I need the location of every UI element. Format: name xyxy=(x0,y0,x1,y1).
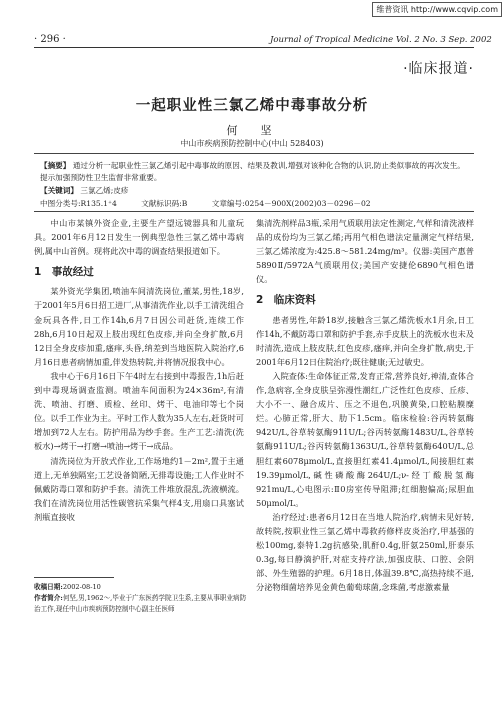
footnote xyxy=(34,582,249,615)
watermark: 维普资讯 http://www.cqvip.com xyxy=(372,2,502,17)
body-paragraph: 清洗岗位为开放式作业,工作场地约1－2m²,置于主通道上,无单独隔室;工艺设备简陋,无排毒设施;工人作业时不佩戴防毒口罩和防护手套。清洗工件堆放混乱,洗液横流。我们在清洗岗位用活性碳管抗采集气样4支,用扇口具塞试剂瓶直接收 xyxy=(34,455,244,522)
header-rule xyxy=(34,47,474,48)
classification-line xyxy=(40,198,470,209)
article-title: 一起职业性三氯乙烯中毒事故分析 xyxy=(135,98,369,114)
keywords-text: 三氯乙烯;皮疹 xyxy=(80,186,129,195)
journal-header: Journal of Tropical Medicine Vol. 2 No. 3 Sep. 2002 xyxy=(270,35,492,45)
author-info: 何坚,男,1962～,毕业于广东医药学院卫生系,主要从事职业病防治工作,现任中山市疾病预防控制中心副主任医师 xyxy=(34,594,247,613)
author: 何 坚 xyxy=(226,124,278,137)
doc-code: 文献标识码:B xyxy=(141,199,188,208)
clc-number: 中图分类号:R135.1⁺4 xyxy=(40,199,117,208)
intro-paragraph: 中山市某镇外资企业,主要生产望远镜器具和儿童玩具。2001年6月12日发生一例典型急性三氯乙烯中毒病例,属中山首例。现将此次中毒的调查结果报道如下。 xyxy=(34,218,244,257)
body-paragraph: 治疗经过:患者6月12日在当地人院治疗,病情未见好转,故转院,按职业性三氯乙烯中毒救药修样皮炎治疗,甲基强的松100mg,泰特1.2g抗感染,肌酐0.4g,肝氨250ml,肝泰乐0.3g,每日静滴护肝,对症支持疗法,加强皮肤、口腔、会阴部、外生殖器的护理。6月18日,体温39.8℃,高热持续不退,分泌物细菌培养见金黄色葡萄球菌,念珠菌,考虑激素量 xyxy=(256,511,474,593)
received-label: 收稿日期: xyxy=(34,583,63,591)
keywords-label: 【关键词】 xyxy=(40,186,78,195)
body-paragraph: 我中心于6月16日下午4时左右接到中毒报告,1h后赶到中毒现场调查监测。喷油车间面积为24×36m²,有清洗、喷油、打磨、质检、丝印、烤干、电油印等七个岗位。以手工作业为主。平时工作人数为35人左右,赶货时可增加到72人左右。防护用品为纱手套。生产工艺:清洗(洗板水)→烤干→打磨→喷油→烤干→成品。 xyxy=(34,370,244,452)
abstract xyxy=(40,160,470,184)
affiliation: 中山市疾病预防控制中心(中山 528403) xyxy=(180,139,324,148)
abstract-label: 【摘要】 xyxy=(40,161,71,170)
body-paragraph: 集清洗剂样品3瓶,采用气质联用法定性测定,气样和清洗液样品的成份均为三氯乙烯;再用气相色谱法定量测定气样结果,三氯乙烯浓度为:425.8～581.24mg/m³。仪器:美国产惠普5890Ⅱ/5972A气质联用仪;美国产安捷伦6890气相色谱仪。 xyxy=(256,218,474,285)
left-column xyxy=(34,216,244,524)
page-number: · 296 · xyxy=(34,34,66,45)
abstract-bottom-rule xyxy=(34,211,474,212)
article-number: 文章编号:0254－900X(2002)03－0296－02 xyxy=(211,199,371,208)
section-heading-2: 2 临床资料 xyxy=(256,294,316,307)
body-paragraph: 某外资光学集团,喷油车间清洗岗位,董某,男性,18岁,于2001年5月6日招工进厂,从事清洗作业,以手工清洗组合金玩具各件,日工作14h,6月7日因公司赶货,连续工作28h,6月10日起双上肢出现红色皮疹,并向全身扩散,6月12日全身皮疹加重,瘙痒,头昏,纳差到当地医院入院治疗,6月16日患者病情加重,伴发热转院,并将情况报我中心。 xyxy=(34,286,244,367)
body-paragraph: 患者男性,年龄18岁,接触含三氯乙烯洗板水1月余,日工作14h,不戴防毒口罩和防护手套,赤手皮肤上的洗板水也未及时清洗,造成上肢皮肤,红色皮疹,瘙痒,并向全身扩散,病史,于2001年6月12日住院治疗;既往健康;无过敏史。 xyxy=(256,314,474,367)
author-info-label: 作者简介: xyxy=(34,594,63,602)
footnote-rule xyxy=(34,577,114,578)
abstract-top-rule xyxy=(34,153,474,154)
abstract-text: 通过分析一起职业性三氯乙烯引起中毒事故的原因、结果及教训,增强对该种化合物的认识,防止类似事故的再次发生。提示加强预防性卫生监督非常重要。 xyxy=(40,161,465,182)
keywords xyxy=(40,185,470,196)
body-paragraph: 入院查体:生命体征正常,发育正常,营养良好,神清,查体合作,急病容,全身皮肤呈弥漫性潮红,广泛性红色皮疹、丘疹、大小不一、融合成片、压之不退色,巩膜黄染,口腔粘膜糜烂。心肺正常,肝大、肋下1.5cm。临床检验:谷丙转氨酶942U/L,谷草转氨酶911U/L;谷丙转氨酶1483U/L,谷草转氨酶911U/L;谷丙转氨酶1363U/L,谷草转氨酶640U/L,总胆红素6078μmol/L,直接胆红素41.4μmol/L,间接胆红素19.39μmol/L,碱性磷酸酶264U/L;ν-经丁酸脱氢酶921mu/L,心电图示:Ⅱ0房室传导阻滞;红细胞偏高;尿胆血50μmol/L。 xyxy=(256,370,474,508)
right-column xyxy=(256,216,474,594)
section-heading-1: 1 事故经过 xyxy=(34,266,94,279)
section-tag: ·临床报道· xyxy=(403,61,474,77)
received-date: 2002-08-10 xyxy=(62,583,101,591)
